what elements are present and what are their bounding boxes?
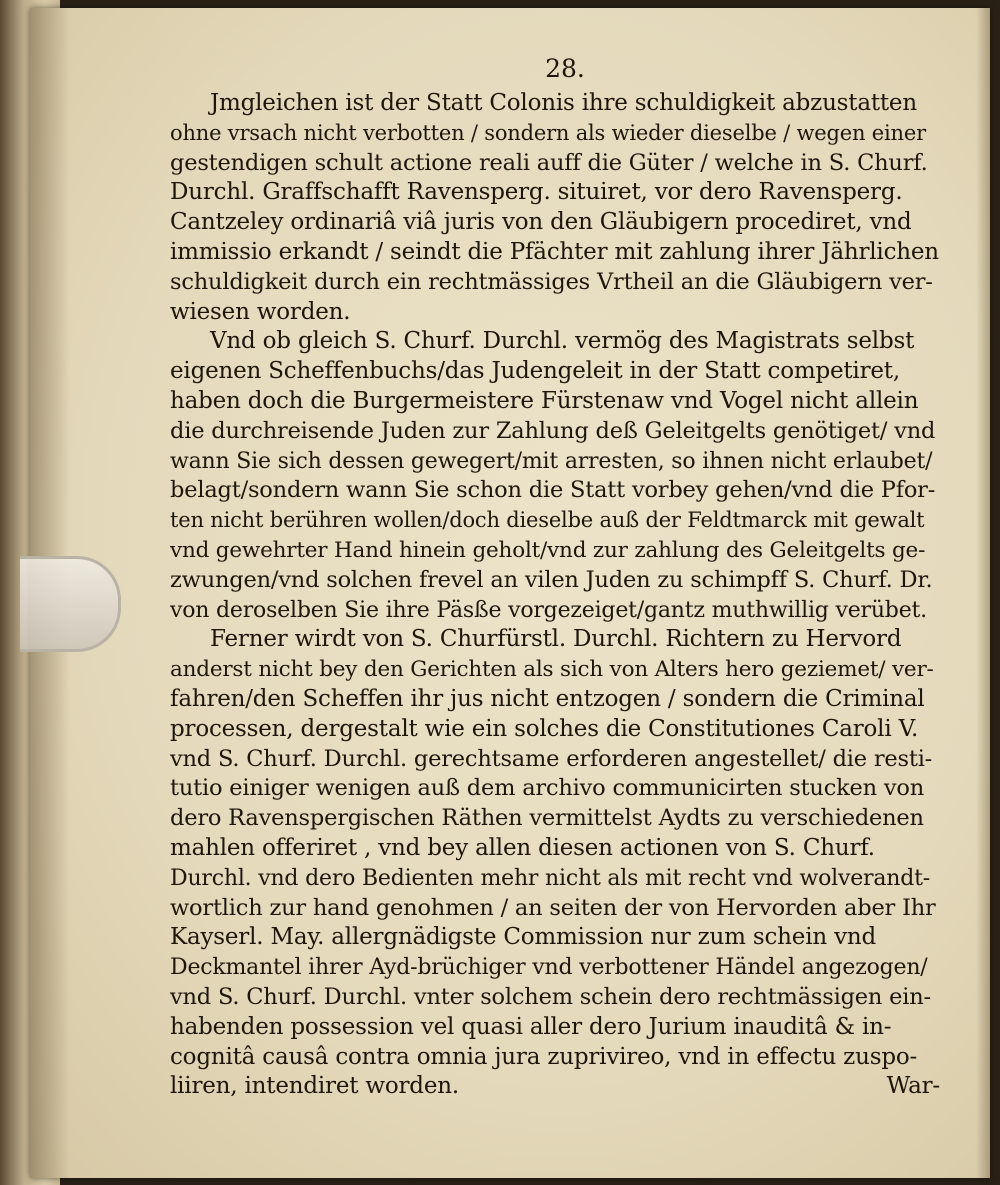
line-text: Vnd ob gleich S. Churf. Durchl. vermög des Magistrats selbst xyxy=(210,328,915,355)
line-text: Kayserl. May. allergnädigste Commission nur zum schein vnd xyxy=(170,924,877,951)
text-line xyxy=(170,1072,940,1102)
line-text: eigenen Scheffenbuchs/das Judengeleit in der Statt competiret, xyxy=(170,358,900,385)
text-line xyxy=(170,327,940,357)
page-edge xyxy=(976,8,990,1178)
line-text: von deroselben Sie ihre Päsße vorgezeiget/gantz muthwillig verübet. xyxy=(170,597,927,623)
line-text: Cantzeley ordinariâ viâ juris von den Gläubigern procediret, vnd xyxy=(170,209,912,236)
text-line xyxy=(170,1013,940,1043)
text-line xyxy=(170,506,940,536)
text-line xyxy=(170,953,940,983)
text-line xyxy=(170,774,940,804)
text-line xyxy=(170,625,940,655)
text-line xyxy=(170,447,940,477)
text-line xyxy=(170,357,940,387)
line-text: fahren/den Scheffen ihr jus nicht entzogen / sondern die Criminal xyxy=(170,685,925,712)
line-text: Ferner wirdt von S. Churfürstl. Durchl. Richtern zu Hervord xyxy=(210,626,902,653)
line-text: liiren, intendiret worden. xyxy=(170,1073,459,1100)
line-text: mahlen offeriret , vnd bey allen diesen actionen von S. Churf. xyxy=(170,834,875,861)
line-text: vnd S. Churf. Durchl. gerechtsame erforderen angestellet/ die resti- xyxy=(170,745,933,772)
line-text: haben doch die Burgermeistere Fürstenaw vnd Vogel nicht allein xyxy=(170,387,919,414)
line-text: wiesen worden. xyxy=(170,298,351,325)
text-line xyxy=(170,149,940,179)
line-text: belagt/sondern wann Sie schon die Statt vorbey gehen/vnd die Pfor- xyxy=(170,477,936,504)
line-text: zwungen/vnd solchen frevel an vilen Juden zu schimpff S. Churf. Dr. xyxy=(170,566,933,593)
text-line xyxy=(170,894,940,924)
line-text: die durchreisende Juden zur Zahlung deß Geleitgelts genötiget/ vnd xyxy=(170,417,936,444)
text-line xyxy=(170,685,940,715)
text-line xyxy=(170,387,940,417)
line-text: vnd gewehrter Hand hinein geholt/vnd zur zahlung des Geleitgelts ge- xyxy=(170,537,926,563)
line-text: dero Ravenspergischen Räthen vermittelst Aydts zu verschiedenen xyxy=(170,805,924,832)
line-text: Durchl. Graffschafft Ravensperg. situiret, vor dero Ravensperg. xyxy=(170,179,903,206)
line-text: anderst nicht bey den Gerichten als sich von Alters hero geziemet/ ver- xyxy=(170,657,934,683)
paper-clip xyxy=(20,556,121,652)
line-text: ten nicht berühren wollen/doch dieselbe auß der Feldtmarck mit gewalt xyxy=(170,508,925,533)
text-line xyxy=(170,804,940,834)
text-lines xyxy=(170,89,940,1102)
text-line xyxy=(170,476,940,506)
text-line xyxy=(170,1043,940,1073)
text-line xyxy=(170,983,940,1013)
text-line xyxy=(170,715,940,745)
line-text: cognitâ causâ contra omnia jura zuprivireo, vnd in effectu zuspo- xyxy=(170,1043,918,1070)
page-text xyxy=(170,55,940,1102)
text-line xyxy=(170,923,940,953)
text-line xyxy=(170,864,940,894)
text-line xyxy=(170,119,940,149)
text-line xyxy=(170,268,940,298)
line-text: immissio erkandt / seindt die Pfächter mit zahlung ihrer Jährlichen xyxy=(170,238,939,265)
text-line xyxy=(170,745,940,775)
line-text: schuldigkeit durch ein rechtmässiges Vrtheil an die Gläubigern ver- xyxy=(170,268,933,295)
text-line xyxy=(170,238,940,268)
line-text: gestendigen schult actione reali auff die Güter / welche in S. Churf. xyxy=(170,149,928,176)
line-text: ohne vrsach nicht verbotten / sondern als wieder dieselbe / wegen einer xyxy=(170,120,926,145)
line-text: processen, dergestalt wie ein solches die Constitutiones Caroli V. xyxy=(170,715,919,742)
line-text: tutio einiger wenigen auß dem archivo communicirten stucken von xyxy=(170,775,925,802)
line-text: wortlich zur hand genohmen / an seiten der von Hervorden aber Ihr xyxy=(170,894,936,921)
catchword: War- xyxy=(886,1073,940,1100)
line-text: Deckmantel ihrer Ayd-brüchiger vnd verbottener Händel angezogen/ xyxy=(170,955,928,981)
page-number: 28. xyxy=(545,54,585,83)
line-text: vnd S. Churf. Durchl. vnter solchem schein dero rechtmässigen ein- xyxy=(170,983,931,1010)
line-text: wann Sie sich dessen gewegert/mit arresten, so ihnen nicht erlaubet/ xyxy=(170,448,933,474)
text-line xyxy=(170,596,940,626)
text-line xyxy=(170,834,940,864)
text-line xyxy=(170,89,940,119)
text-line xyxy=(170,178,940,208)
line-text: habenden possession vel quasi aller dero Jurium inauditâ & in- xyxy=(170,1013,892,1040)
line-text: Jmgleichen ist der Statt Colonis ihre schuldigkeit abzustatten xyxy=(210,90,917,116)
text-line xyxy=(170,655,940,685)
text-line xyxy=(170,417,940,447)
line-text: Durchl. vnd dero Bedienten mehr nicht als mit recht vnd wolverandt- xyxy=(170,865,930,891)
text-line xyxy=(170,208,940,238)
text-line xyxy=(170,298,940,328)
text-line xyxy=(170,566,940,596)
text-line xyxy=(170,536,940,566)
